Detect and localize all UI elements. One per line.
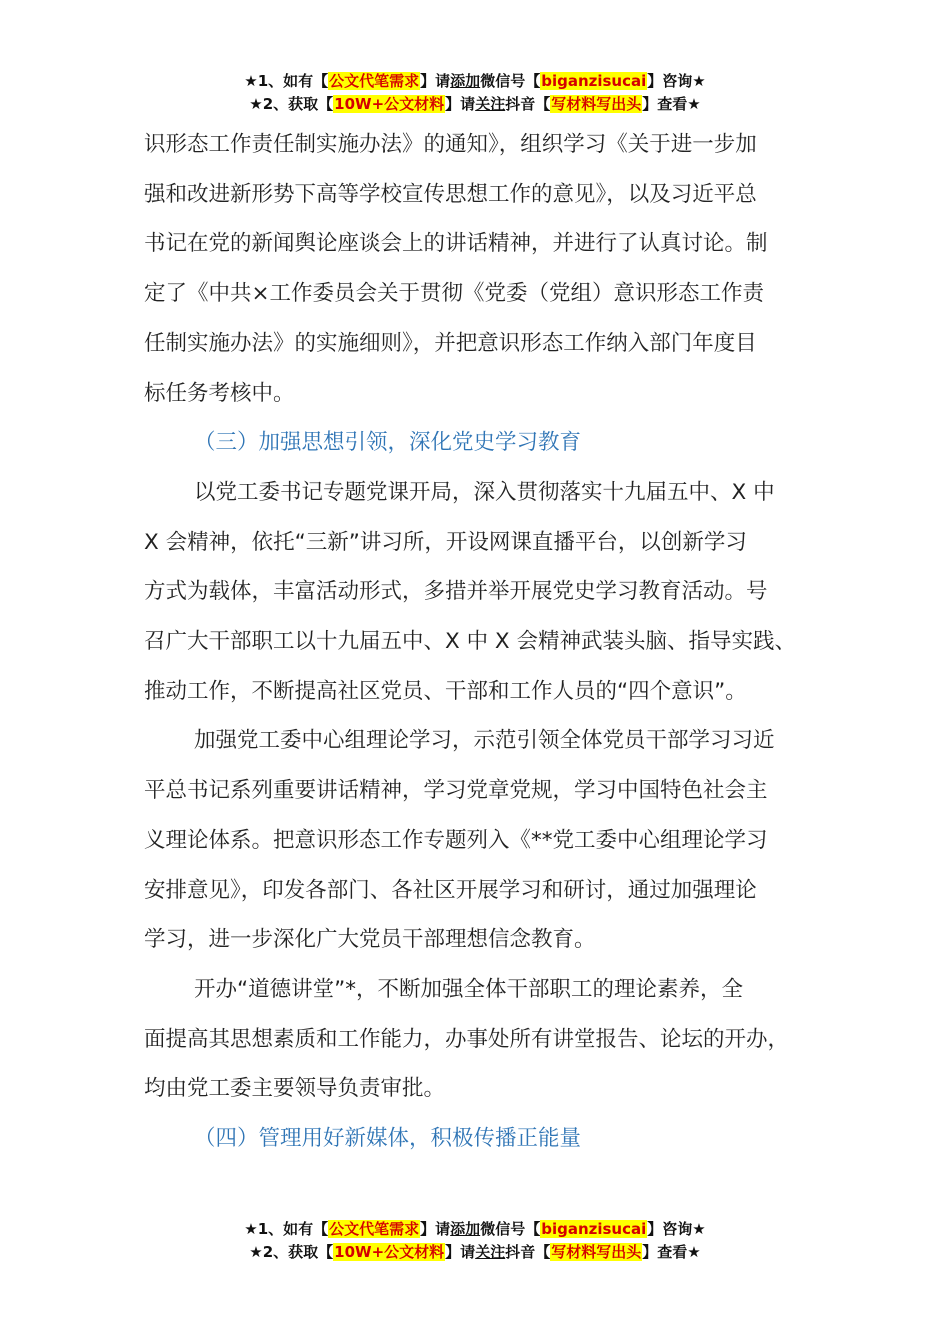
- body-line: 书记在党的新闻舆论座谈会上的讲话精神，并进行了认真讨论。制: [144, 231, 768, 257]
- body-line: 强和改进新形势下高等学校宣传思想工作的意见》，以及习近平总: [144, 181, 757, 207]
- highlight-text: 公文代笔需求: [329, 1220, 420, 1238]
- bottom-banner: [0, 1218, 950, 1264]
- star-icon: ★: [249, 95, 263, 113]
- paragraph-start: 以党工委书记专题党课开局，深入贯彻落实十九届五中、X 中: [194, 479, 775, 505]
- banner-line-1: ★1、如有【公文代笔需求】请添加微信号【biganzisucai】咨询★: [244, 1220, 706, 1238]
- star-icon: ★: [692, 72, 706, 90]
- top-banner: [0, 70, 950, 116]
- paragraph-start: 加强党工委中心组理论学习，示范引领全体党员干部学习习近: [194, 728, 775, 754]
- underlined-text: 关注: [475, 1243, 506, 1261]
- douyin-account: 写材料写出头: [551, 95, 642, 113]
- body-line: 识形态工作责任制实施办法》的通知》，组织学习《关于进一步加: [144, 132, 757, 157]
- star-icon: ★: [244, 1220, 258, 1238]
- highlight-text: 公文代笔需求: [329, 72, 420, 90]
- star-icon: ★: [687, 1243, 701, 1261]
- body-line: 安排意见》，印发各部门、各社区开展学习和研讨，通过加强理论: [144, 877, 757, 903]
- body-line: 学习，进一步深化广大党员干部理想信念教育。: [144, 927, 596, 953]
- wechat-id: biganzisucai: [541, 72, 647, 90]
- underlined-text: 关注: [475, 95, 506, 113]
- body-line: 平总书记系列重要讲话精神，学习党章党规，学习中国特色社会主: [144, 778, 768, 804]
- highlight-text: 10W+公文材料: [334, 95, 445, 113]
- body-line: 任制实施办法》的实施细则》，并把意识形态工作纳入部门年度目: [144, 330, 757, 356]
- body-line: 义理论体系。把意识形态工作专题列入《**党工委中心组理论学习: [144, 827, 768, 853]
- banner-line-1: ★1、如有【公文代笔需求】请添加微信号【biganzisucai】咨询★: [244, 72, 706, 90]
- body-line: 召广大干部职工以十九届五中、X 中 X 会精神武装头脑、指导实践、: [144, 629, 796, 655]
- body-line: 推动工作，不断提高社区党员、干部和工作人员的“四个意识”。: [144, 678, 747, 704]
- star-icon: ★: [244, 72, 258, 90]
- paragraph-start: 开办“道德讲堂”*，不断加强全体干部职工的理论素养，全: [194, 976, 744, 1002]
- section-heading-4: （四）管理用好新媒体，积极传播正能量: [194, 1126, 582, 1152]
- star-icon: ★: [692, 1220, 706, 1238]
- banner-line-2: ★2、获取【10W+公文材料】请关注抖音【写材料写出头】查看★: [249, 95, 701, 113]
- body-line: 定了《中共×工作委员会关于贯彻《党委（党组）意识形态工作责: [144, 281, 765, 307]
- underlined-text: 添加: [450, 1220, 481, 1238]
- underlined-text: 添加: [450, 72, 481, 90]
- star-icon: ★: [249, 1243, 263, 1261]
- highlight-text: 10W+公文材料: [334, 1243, 445, 1261]
- body-line: X 会精神，依托“三新”讲习所，开设网课直播平台，以创新学习: [144, 529, 747, 555]
- body-line: 面提高其思想素质和工作能力，办事处所有讲堂报告、论坛的开办，: [144, 1026, 790, 1052]
- douyin-account: 写材料写出头: [551, 1243, 642, 1261]
- body-line: 均由党工委主要领导负责审批。: [144, 1076, 446, 1102]
- wechat-id: biganzisucai: [541, 1220, 647, 1238]
- body-line: 标任务考核中。: [144, 380, 295, 406]
- section-heading-3: （三）加强思想引领，深化党史学习教育: [194, 430, 582, 456]
- document-body: [144, 120, 824, 1164]
- banner-line-2: ★2、获取【10W+公文材料】请关注抖音【写材料写出头】查看★: [249, 1243, 701, 1261]
- body-line: 方式为载体，丰富活动形式，多措并举开展党史学习教育活动。号: [144, 579, 768, 605]
- star-icon: ★: [687, 95, 701, 113]
